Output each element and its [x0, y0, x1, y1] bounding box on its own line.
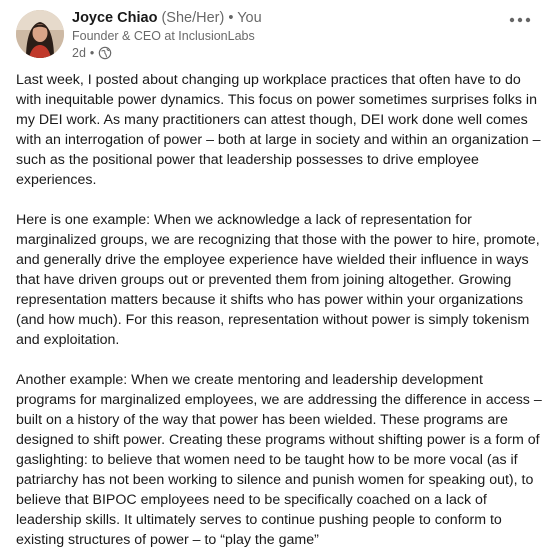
author-name[interactable]: Joyce Chiao: [72, 10, 158, 26]
post-paragraph: Last week, I posted about changing up workplace practices that often have to do with inequitable power dynamics. This focus on power sometimes surprises folks in my DEI work. As many practitioners can attest though, DEI work done well comes with an interrogation of power – both at large in society and within an organization – such as the positional power that leadership possesses to drive employee experiences.: [16, 72, 541, 188]
post-body: [16, 70, 542, 550]
author-pronouns: (She/Her): [161, 10, 225, 26]
post-header: [16, 8, 536, 62]
more-horizontal-icon: [508, 11, 532, 29]
author-meta: [72, 8, 492, 62]
author-avatar[interactable]: [16, 10, 64, 58]
post-more-options-button[interactable]: [504, 8, 536, 32]
globe-icon: [98, 46, 112, 60]
post-timestamp[interactable]: 2d: [72, 46, 86, 60]
timestamp-separator: •: [89, 46, 95, 60]
post-timestamp-line: [72, 44, 492, 62]
avatar-image: [16, 10, 64, 58]
author-relation: You: [237, 10, 262, 26]
author-headline: Founder & CEO at InclusionLabs: [72, 29, 255, 43]
post-paragraph: Another example: When we create mentoring and leadership development programs for marginalized employees, we are addressing the difference in access – built on a history of the way that power has been wielded. These programs are designed to shift power. Creating these programs without shifting power is a form of gaslighting: to believe that women need to be taught how to be more vocal (as if patriarchy has not been working to silence and punish women for speaking out), to believe that BIPOC employees need to be specifically coached on a lack of leadership skills. It ultimately serves to continue pushing people to conform to existing structures of power – to “play the game”: [16, 372, 542, 548]
name-separator: •: [228, 10, 234, 26]
author-name-line: [72, 8, 492, 28]
post-paragraph: Here is one example: When we acknowledge a lack of representation for marginalized groups, we are recognizing that those with the power to hire, promote, and generally drive the employee experience have wielded their influence in ways that have driven groups out or prevented them from joining altogether. Growing representation matters because it shifts who has power within your organizations (and how much). For this reason, representation without power is simply tokenism and exploitation.: [16, 212, 540, 348]
